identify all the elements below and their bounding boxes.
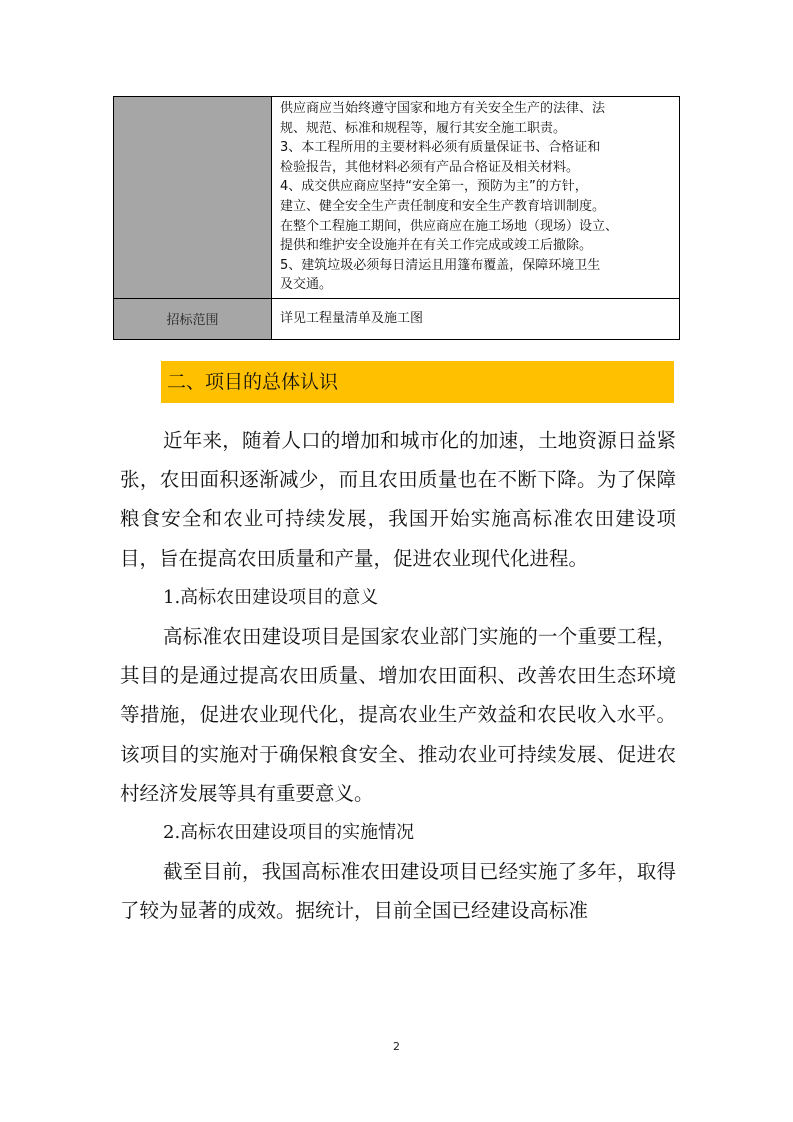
page-number: 2	[393, 1040, 400, 1053]
paragraph: 近年来，随着人口的增加和城市化的加速，土地资源日益紧张，农田面积逐渐减少，而且农田质量也在不断下降。为了保障粮食安全和农业可持续发展，我国开始实施高标准农田建设项目，旨在提高农田质量和产量，促进农业现代化进程。	[120, 429, 676, 570]
table-row	[114, 97, 680, 299]
table-label-cell	[114, 97, 272, 299]
subheading: 2.高标农田建设项目的实施情况	[163, 822, 415, 844]
content-line: 提供和维护安全设施并在有关工作完成或竣工后撤除。	[280, 238, 593, 254]
content-line: 在整个工程施工期间，供应商应在施工场地（现场）设立、	[280, 218, 619, 234]
scope-value: 详见工程量清单及施工图	[272, 298, 680, 339]
content-line: 建立、健全安全生产责任制度和安全生产教育培训制度。	[280, 198, 606, 214]
body-text	[120, 421, 676, 931]
paragraph: 高标准农田建设项目是国家农业部门实施的一个重要工程，其目的是通过提高农田质量、增加农田面积、改善农田生态环境等措施，促进农业现代化，提高农业生产效益和农民收入水平。该项目的实施对于确保粮食安全、推动农业可持续发展、促进农村经济发展等具有重要意义。	[120, 625, 676, 805]
table-row	[114, 298, 680, 339]
scope-label: 招标范围	[114, 298, 272, 339]
content-line: 供应商应当始终遵守国家和地方有关安全生产的法律、法	[280, 101, 606, 116]
content-line: 5、建筑垃圾必须每日清运且用篷布覆盖，保障环境卫生	[280, 257, 601, 273]
paragraph: 截至目前，我国高标准农田建设项目已经实施了多年，取得了较为显著的成效。据统计，目前全国已经建设高标准	[120, 860, 676, 923]
content-line: 检验报告，其他材料必须有产品合格证及相关材料。	[280, 159, 580, 175]
content-line: 及交通。	[280, 277, 333, 293]
content-line: 3、本工程所用的主要材料必须有质量保证书、合格证和	[280, 140, 601, 156]
subheading: 1.高标农田建设项目的意义	[163, 586, 379, 608]
table-content-cell	[272, 97, 680, 299]
section-heading: 二、项目的总体认识	[161, 361, 674, 403]
content-line: 4、成交供应商应坚持“安全第一，预防为主”的方针，	[280, 179, 588, 195]
content-line: 规、规范、标准和规程等，履行其安全施工职责。	[280, 120, 567, 136]
requirements-table	[113, 96, 680, 340]
